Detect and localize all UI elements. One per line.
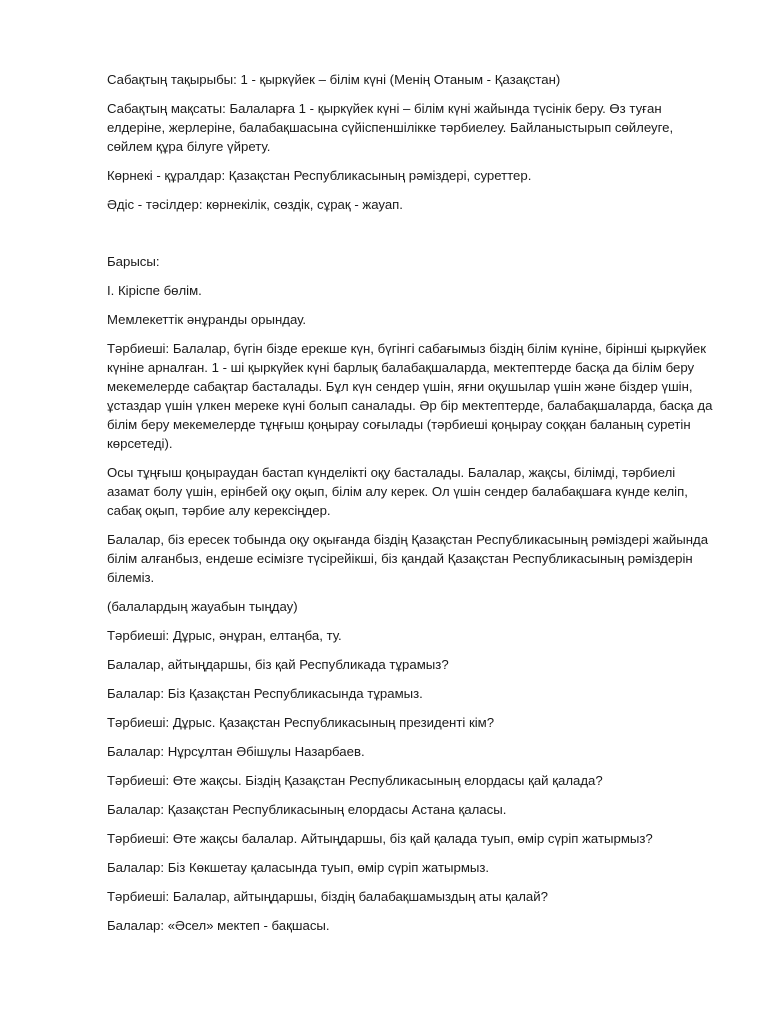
teacher-intro-paragraph: Тәрбиеші: Балалар, бүгін бізде ерекше күн, бүгінгі сабағымыз біздің білім күніне, бірінші қыркүйек күніне арналған. 1 - ші қыркүйек күні барлық балабақшаларда, мектептерде басқа да білім беру мекемелерде сабақтар басталады. Бұл күн сендер үшін, яғни оқушылар үшін және біздер үшін, ұстаздар үшін үлкен мереке күні болып саналады. Әр бір мектептерде, балабақшаларда, басқа да білім беру мекемелерде тұңғыш қоңырау соғылады (тәрбиеші қоңырау соққан баланың суретін көрсетеді). (107, 341, 713, 451)
lesson-goal: Сабақтың мақсаты: Балаларға 1 - қыркүйек күні – білім күні жайында түсінік беру. Өз туған елдеріне, жерлеріне, балабақшасына сүйіспеншілікке тәрбиелеу. Байланыстырып сөйлеуге, сөйлем құра білуге үйрету. (107, 101, 674, 154)
dialog-line: Тәрбиеші: Дұрыс, әнұран, елтаңба, ту. (107, 628, 342, 643)
dialog-line: Балалар, айтыңдаршы, біз қай Республикада тұрамыз? (107, 657, 449, 672)
section-spacer (107, 224, 719, 252)
lesson-topic: Сабақтың тақырыбы: 1 - қыркүйек – білім күні (Менің Отаным - Қазақстан) (107, 72, 561, 87)
intro-section-heading: І. Кіріспе бөлім. (107, 283, 202, 298)
dialog-line: Балалар: Нұрсұлтан Әбішұлы Назарбаев. (107, 744, 365, 759)
symbols-paragraph: Балалар, біз ересек тобында оқу оқығанда біздің Қазақстан Республикасының рәміздері жайында білім алғанбыз, ендеше есімізге түсірейікші, біз қандай Қазақстан Республикасының рәміздерін білеміз. (107, 532, 709, 585)
dialog-line: Балалар: Біз Көкшетау қаласында туып, өмір сүріп жатырмыз. (107, 860, 490, 875)
visual-aids: Көрнекі - құралдар: Қазақстан Республикасының рәміздері, суреттер. (107, 168, 532, 183)
dialog-line: Тәрбиеші: Балалар, айтыңдаршы, біздің балабақшамыздың аты қалай? (107, 889, 548, 904)
dialog-line: Балалар: Қазақстан Республикасының елордасы Астана қаласы. (107, 802, 507, 817)
dialog-line: Тәрбиеші: Дұрыс. Қазақстан Республикасының президенті кім? (107, 715, 495, 730)
listen-answers-line: (балалардың жауабын тыңдау) (107, 599, 298, 614)
dialog-line: Тәрбиеші: Өте жақсы балалар. Айтыңдаршы, біз қай қалада туып, өмір сүріп жатырмыз? (107, 831, 653, 846)
dialog-line: Балалар: Біз Қазақстан Республикасында тұрамыз. (107, 686, 423, 701)
dialog-line: Тәрбиеші: Өте жақсы. Біздің Қазақстан Республикасының елордасы қай қалада? (107, 773, 603, 788)
progress-heading: Барысы: (107, 254, 160, 269)
dialog-line: Балалар: «Әсел» мектеп - бақшасы. (107, 918, 330, 933)
anthem-line: Мемлекеттік әнұранды орындау. (107, 312, 307, 327)
methods: Әдіс - тәсілдер: көрнекілік, сөздік, сұрақ - жауап. (107, 197, 403, 212)
learning-paragraph: Осы тұңғыш қоңыраудан бастап күнделікті оқу басталады. Балалар, жақсы, білімді, тәрбиелі азамат болу үшін, ерінбей оқу оқып, білім алу керек. Ол үшін сендер балабақшаға күнде келіп, сабақ оқып, тәрбие алу керексіңдер. (107, 465, 688, 518)
document-page (107, 70, 719, 945)
